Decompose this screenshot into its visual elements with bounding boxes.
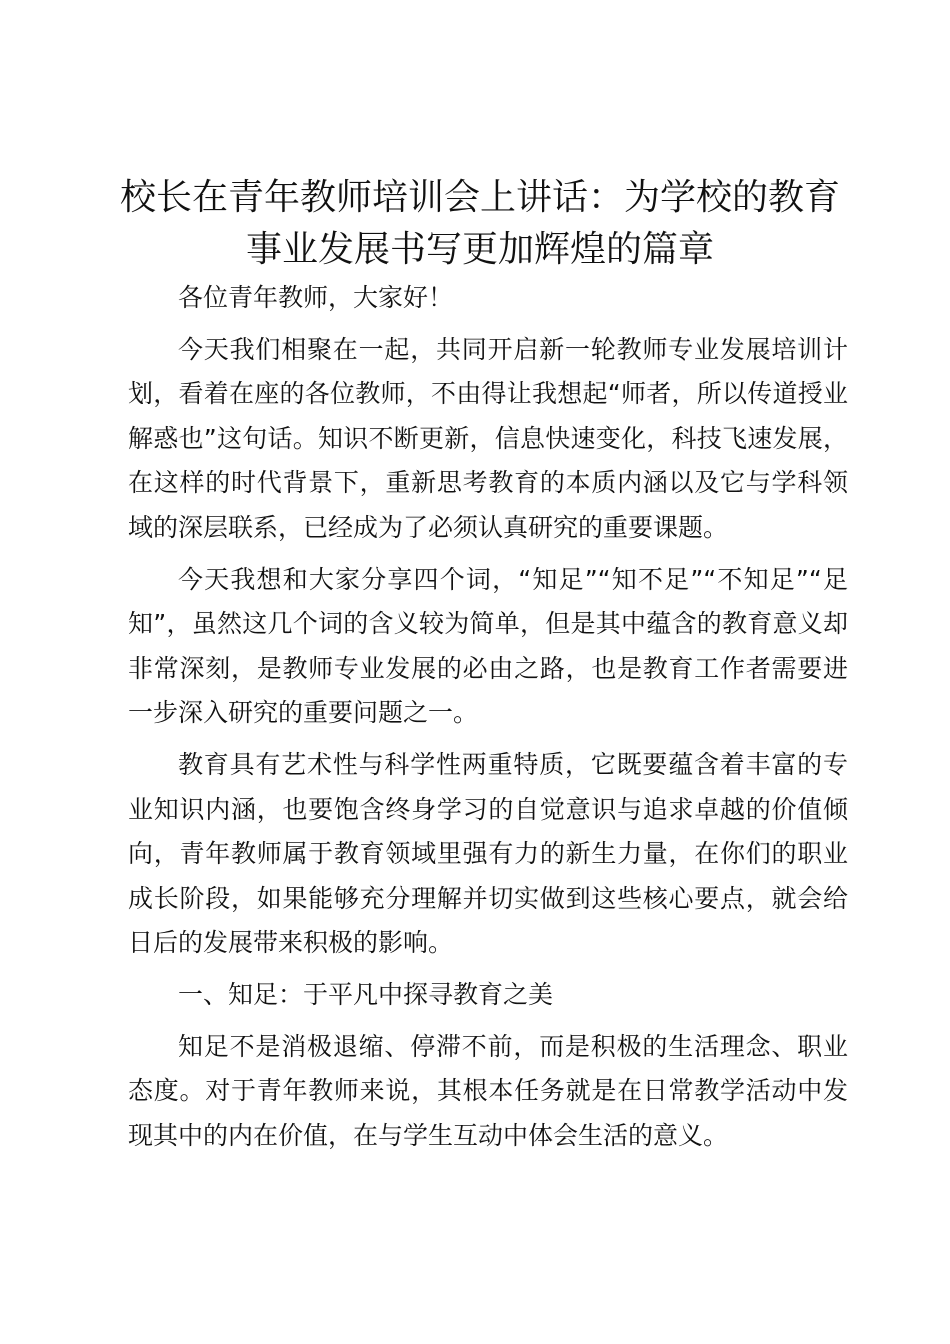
body-paragraph-1: 今天我们相聚在一起，共同开启新一轮教师专业发展培训计划，看着在座的各位教师，不由得让我想起“师者，所以传道授业解惑也”这句话。知识不断更新，信息快速变化，科技飞速发展，在这样的时代背景下，重新思考教育的本质内涵以及它与学科领域的深层联系，已经成为了必须认真研究的重要课题。 (128, 334, 848, 542)
section-paragraph-1: 知足不是消极退缩、停滞不前，而是积极的生活理念、职业态度。对于青年教师来说，其根本任务就是在日常教学活动中发现其中的内在价值，在与学生互动中体会生活的意义。 (128, 1031, 848, 1150)
body-paragraph-2: 今天我想和大家分享四个词，“知足”“知不足”“不知足”“足知”，虽然这几个词的含义较为简单，但是其中蕴含的教育意义却非常深刻，是教师专业发展的必由之路，也是教育工作者需要进一步深入研究的重要问题之一。 (128, 564, 848, 728)
body-paragraph-3: 教育具有艺术性与科学性两重特质，它既要蕴含着丰富的专业知识内涵，也要饱含终身学习的自觉意识与追求卓越的价值倾向，青年教师属于教育领域里强有力的新生力量，在你们的职业成长阶段，如果能够充分理解并切实做到这些核心要点，就会给日后的发展带来积极的影响。 (128, 749, 848, 958)
title-line-1: 校长在青年教师培训会上讲话：为学校的教育 (119, 177, 840, 218)
title-line-2: 事业发展书写更加辉煌的篇章 (245, 229, 714, 270)
document-body (128, 276, 848, 1165)
section-heading: 一、知足：于平凡中探寻教育之美 (178, 979, 554, 1009)
greeting-paragraph: 各位青年教师，大家好！ (178, 283, 454, 312)
document-title (100, 172, 860, 276)
